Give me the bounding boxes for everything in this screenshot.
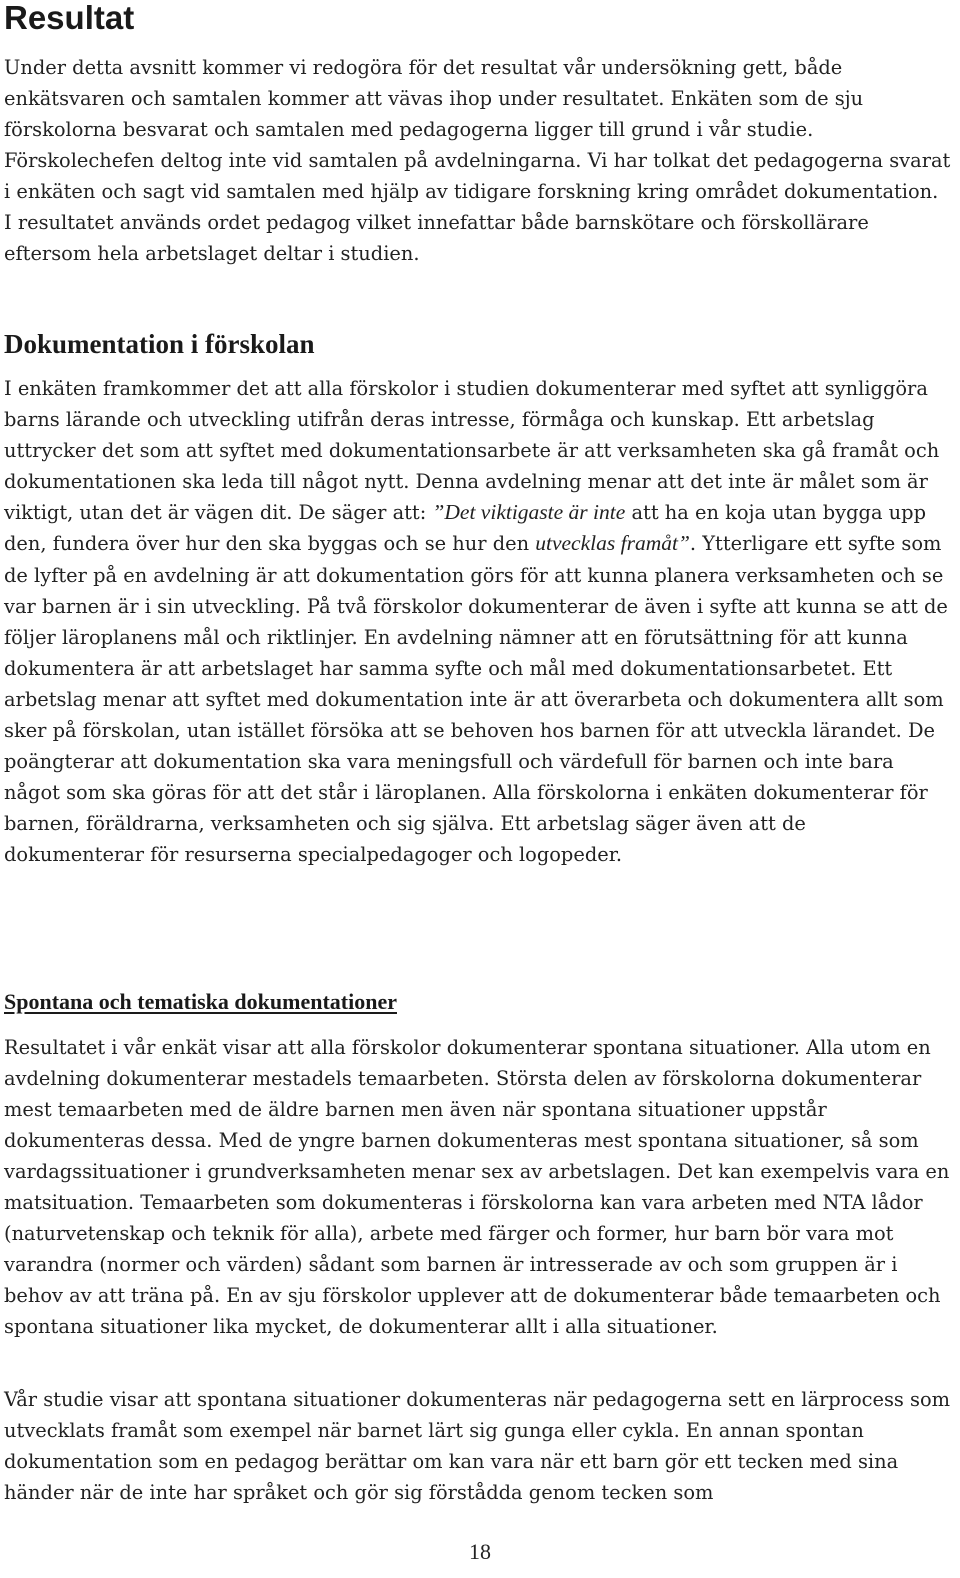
quote-text: ”Det viktigaste är inte (432, 500, 626, 525)
subsection-heading-spontana: Spontana och tematiska dokumentationer (4, 989, 397, 1014)
subsection-paragraph-1: Resultatet i vår enkät visar att alla förskolor dokumenterar spontana situationer. Alla utom en avdelning dokumenterar mestadels temaarbeten. Största delen av förskolorna dokumenterar mest temaarbeten med de äldre barnen men även när spontana situationer uppstår dokumenteras dessa. Med de yngre barnen dokumenteras mest spontana situationer, så som vardagssituationer i grundverksamheten menar sex av arbetslagen. Det kan exempelvis vara en matsituation. Temaarbeten som dokumenteras i förskolorna kan vara arbeten med NTA lådor (naturvetenskap och teknik för alla), arbete med färger och former, hur barn bör vara mot varandra (normer och värden) sådant som barnen är intresserade av och som gruppen är i behov av att träna på. En av sju förskolor upplever att de dokumenterar både temaarbeten och spontana situationer lika mycket, de dokumenterar allt i alla situationer. (4, 1036, 950, 1338)
page-title: Resultat (4, 0, 135, 36)
document-page (4, 0, 952, 1564)
subsection-paragraph-2: Vår studie visar att spontana situationer dokumenteras när pedagogerna sett en lärprocess som utvecklats framåt som exempel när barnet lärt sig gunga eller cykla. En annan spontan dokumentation som en pedagog berättar om kan vara när ett barn gör ett tecken med sina händer när de inte har språket och gör sig förstådda genom tecken som (4, 1388, 951, 1504)
section-heading-dokumentation: Dokumentation i förskolan (4, 329, 315, 359)
intro-paragraph: Under detta avsnitt kommer vi redogöra för det resultat vår undersökning gett, både enkätsvaren och samtalen kommer att vävas ihop under resultatet. Enkäten som de sju förskolorna besvarat och samtalen med pedagogerna ligger till grund i vår studie. Förskolechefen deltog inte vid samtalen på avdelningarna. Vi har tolkat det pedagogerna svarat i enkäten och sagt vid samtalen med hjälp av tidigare forskning kring området dokumentation. I resultatet används ordet pedagog vilket innefattar både barnskötare och förskollärare eftersom hela arbetslaget deltar i studien. (4, 56, 951, 265)
quote-text: utvecklas framåt” (535, 531, 690, 556)
page-number: 18 (469, 1539, 491, 1564)
section-paragraph-dokumentation (4, 373, 952, 871)
paragraph-text: att ha en koja utan bygga upp den, fundera över hur den ska byggas och se hur den (4, 501, 926, 556)
paragraph-text: . Ytterligare ett syfte som de lyfter på en avdelning är att dokumentation görs för att kunna planera verksamheten och se var barnen är i sin utveckling. På två förskolor dokumenterar de även i syfte att kunna se att de följer läroplanens mål och riktlinjer. En avdelning nämner att en förutsättning för att kunna dokumentera är att arbetslaget har samma syfte och mål med dokumentationsarbetet. Ett arbetslag menar att syftet med dokumentation inte är att överarbeta och dokumentera allt som sker på förskolan, utan istället försöka att se behoven hos barnen för att utveckla lärandet. De poängterar att dokumentation ska vara meningsfull och värdefull för barnen och inte bara något som ska göras för att det står i läroplanen. Alla förskolorna i enkäten dokumenterar för barnen, föräldrarna, verksamheten och sig själva. Ett arbetslag säger även att de dokumenterar för resurserna specialpedagoger och logopeder. (4, 532, 948, 867)
paragraph-text: I enkäten framkommer det att alla förskolor i studien dokumenterar med syftet att synliggöra barns lärande och utveckling utifrån deras intresse, förmåga och kunskap. Ett arbetslag uttrycker det som att syftet med dokumentationsarbete är att verksamheten ska gå framåt och dokumentationen ska leda till något nytt. Denna avdelning menar att det inte är målet som är viktigt, utan det är vägen dit. De säger att: (4, 377, 940, 525)
